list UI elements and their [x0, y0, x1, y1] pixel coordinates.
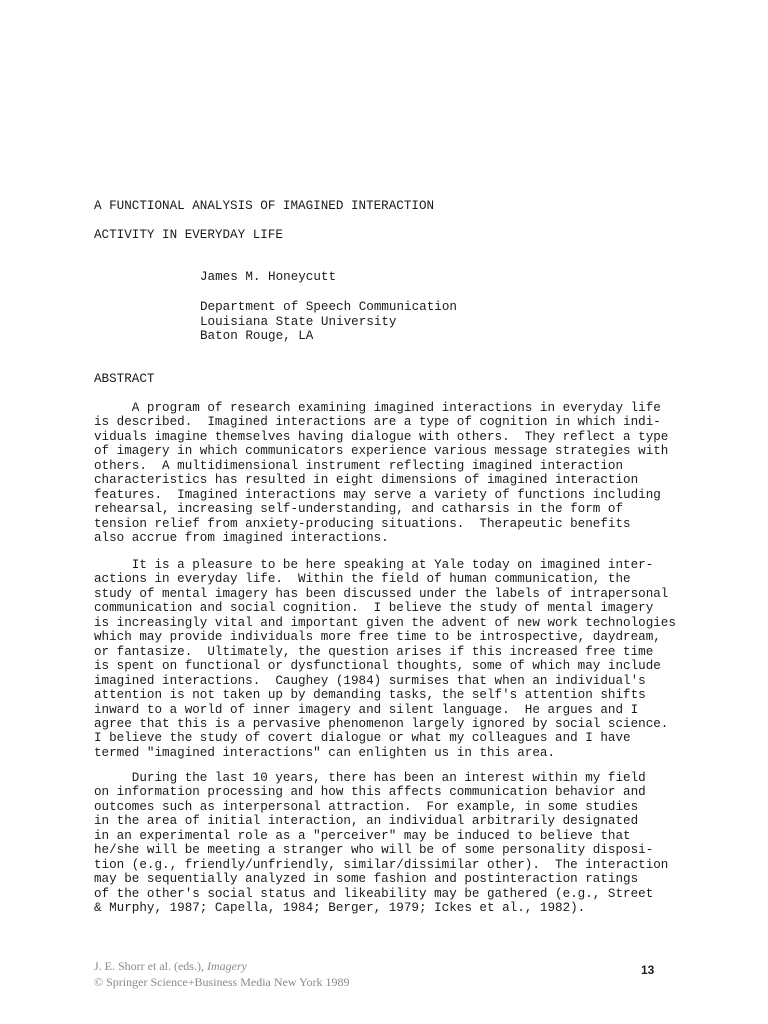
author-name: James M. Honeycutt — [200, 270, 337, 284]
text-line: is increasingly vital and important given the advent of new work technologies — [94, 615, 676, 630]
text-line: attention is not taken up by demanding tasks, the self's attention shifts — [94, 688, 646, 703]
text-line: characteristics has resulted in eight dimensions of imagined interaction — [94, 473, 639, 488]
text-line: actions in everyday life. Within the field of human communication, the — [94, 572, 631, 587]
text-line: or fantasize. Ultimately, the question arises if this increased free time — [94, 644, 654, 659]
text-line: viduals imagine themselves having dialogue with others. They reflect a type — [94, 429, 669, 444]
text-line: features. Imagined interactions may serve a variety of functions including — [94, 487, 661, 502]
affiliation-line: Department of Speech Communication — [200, 300, 457, 314]
text-line: tion (e.g., friendly/unfriendly, similar/dissimilar other). The interaction — [94, 857, 669, 872]
text-line: on information processing and how this affects communication behavior and — [94, 785, 646, 800]
body-paragraph-1 — [94, 558, 676, 760]
text-line: imagined interactions. Caughey (1984) surmises that when an individual's — [94, 673, 646, 688]
text-line: is spent on functional or dysfunctional thoughts, some of which may include — [94, 659, 661, 674]
affiliation-line: Louisiana State University — [200, 314, 397, 329]
title-line-2: ACTIVITY IN EVERYDAY LIFE — [94, 228, 283, 242]
text-line: of imagery in which communicators experience various message strategies with — [94, 444, 669, 459]
citation-prefix: J. E. Shorr et al. (eds.), — [94, 959, 207, 973]
text-line: outcomes such as interpersonal attraction. For example, in some studies — [94, 799, 639, 814]
text-line: communication and social cognition. I believe the study of mental imagery — [94, 601, 654, 616]
text-line: also accrue from imagined interactions. — [94, 531, 389, 546]
text-line: termed "imagined interactions" can enlighten us in this area. — [94, 745, 556, 760]
citation-line — [94, 958, 350, 974]
abstract-heading: ABSTRACT — [94, 372, 155, 386]
text-line: During the last 10 years, there has been an interest within my field — [94, 771, 646, 785]
text-line: he/she will be meeting a stranger who will be of some personality disposi- — [94, 843, 654, 858]
text-line: A program of research examining imagined interactions in everyday life — [94, 401, 661, 415]
text-line: of the other's social status and likeability may be gathered (e.g., Street — [94, 886, 654, 901]
affiliation-block — [200, 300, 457, 344]
title-line-1: A FUNCTIONAL ANALYSIS OF IMAGINED INTERACTION — [94, 199, 435, 213]
citation-title: Imagery — [206, 959, 247, 973]
affiliation-line: Baton Rouge, LA — [200, 329, 314, 343]
abstract-paragraph — [94, 401, 668, 546]
text-line: agree that this is a pervasive phenomenon largely ignored by social science. — [94, 716, 669, 731]
text-line: It is a pleasure to be here speaking at Yale today on imagined inter- — [94, 558, 654, 572]
text-line: & Murphy, 1987; Capella, 1984; Berger, 1979; Ickes et al., 1982). — [94, 901, 586, 916]
text-line: is described. Imagined interactions are a type of cognition in which indi- — [94, 415, 661, 430]
body-paragraph-2 — [94, 771, 668, 916]
text-line: in the area of initial interaction, an individual arbitrarily designated — [94, 814, 639, 829]
text-line: I believe the study of covert dialogue or what my colleagues and I have — [94, 731, 631, 746]
copyright-line: © Springer Science+Business Media New York 1989 — [94, 975, 350, 989]
text-line: may be sequentially analyzed in some fashion and postinteraction ratings — [94, 872, 639, 887]
text-line: which may provide individuals more free time to be introspective, daydream, — [94, 630, 661, 645]
text-line: study of mental imagery has been discussed under the labels of intrapersonal — [94, 586, 669, 601]
text-line: in an experimental role as a "perceiver" may be induced to believe that — [94, 828, 631, 843]
text-line: inward to a world of inner imagery and silent language. He argues and I — [94, 702, 639, 717]
page-number: 13 — [641, 963, 655, 977]
text-line: others. A multidimensional instrument reflecting imagined interaction — [94, 458, 624, 473]
text-line: tension relief from anxiety-producing situations. Therapeutic benefits — [94, 516, 631, 531]
text-line: rehearsal, increasing self-understanding, and catharsis in the form of — [94, 502, 624, 517]
footer-citation — [94, 958, 350, 990]
